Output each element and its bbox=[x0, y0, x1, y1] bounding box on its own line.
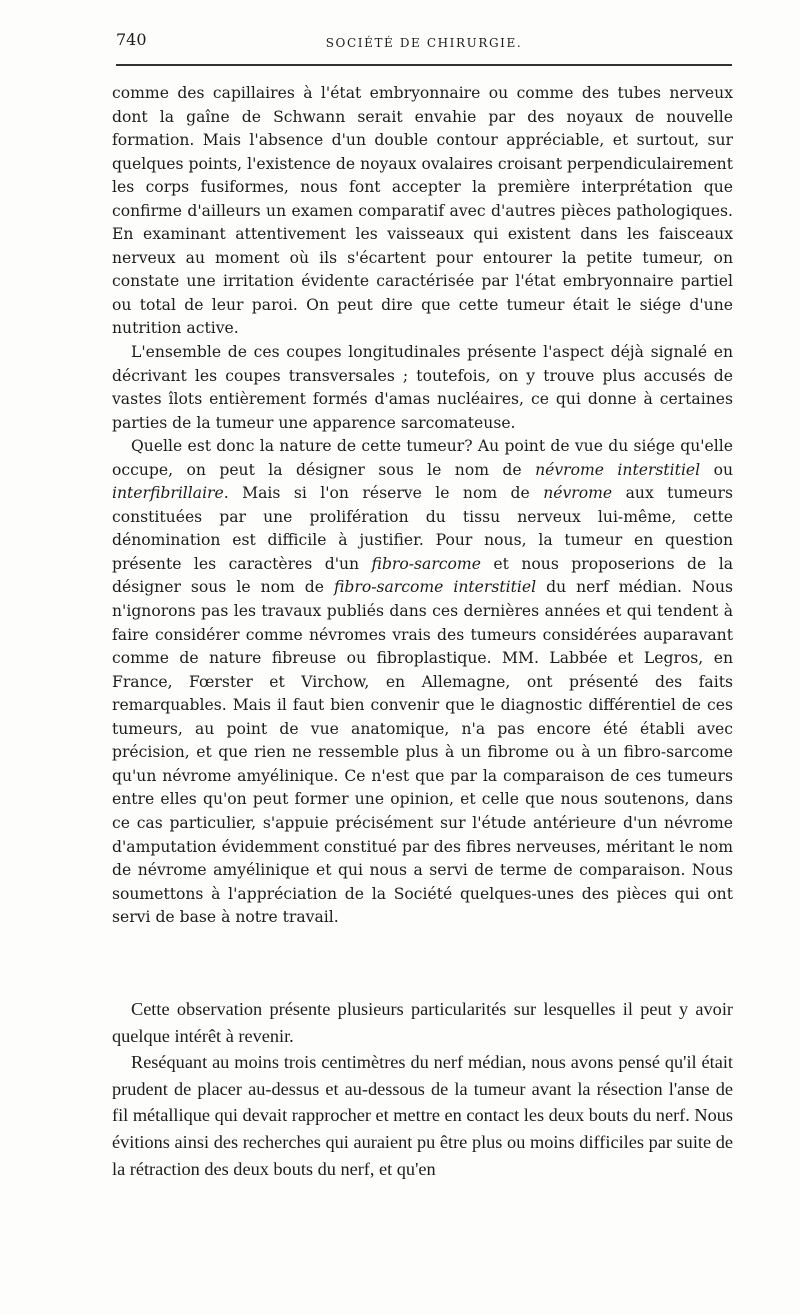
text-run: L'ensemble de ces coupes longitudinales présente l'aspect déjà signalé en décrivant les coupes transversales ; toutefois, on y trouve plus accusés de vastes îlots entièrement formés d'amas nucléaires, ce qui donne à certaines parties de la tumeur une apparence sarcomateuse. bbox=[112, 343, 733, 432]
paragraph bbox=[112, 82, 733, 341]
running-head: SOCIÉTÉ DE CHIRURGIE. bbox=[325, 36, 523, 50]
case-report-body bbox=[112, 82, 733, 930]
text-run: aux tumeurs constituées par une prolifération du tissu nerveux lui-même, cette dénomination est difficile à justifier. Pour nous, la tumeur en question présente les caractères d'un bbox=[112, 484, 734, 573]
text-run: ou bbox=[700, 460, 734, 479]
paragraph bbox=[112, 341, 733, 435]
italic-term: interfibrillaire bbox=[112, 484, 224, 503]
italic-term: fibro-sarcome bbox=[371, 554, 481, 573]
paragraph: Reséquant au moins trois centimètres du nerf médian, nous avons pensé qu'il était prudent de placer au-dessus et au-dessous de la tumeur avant la résection l'anse de fil métallique qui devait rapprocher et mettre en contact les deux bouts du nerf. Nous évitions ainsi des recherches qui auraient pu être plus ou moins difficiles par suite de la rétraction des deux bouts du nerf, et qu'en bbox=[112, 1052, 733, 1179]
paragraph: Cette observation présente plusieurs particularités sur lesquelles il peut y avoir quelque intérêt à revenir. bbox=[112, 999, 733, 1046]
italic-term: névrome bbox=[543, 484, 613, 503]
text-run: Quelle est donc la nature de cette tumeur? Au point de vue du siége qu'elle occupe, on peut la désigner sous le nom de bbox=[112, 437, 733, 479]
text-run: comme des capillaires à l'état embryonnaire ou comme des tubes nerveux dont la gaîne de Schwann serait envahie par des noyaux de nouvelle formation. Mais l'absence d'un double contour appréciable, et surtout, sur quelques points, l'existence de noyaux ovalaires croisant perpendiculairement les corps fusiformes, nous font accepter la première interprétation que confirme d'ailleurs un examen comparatif avec d'autres pièces pathologiques. En examinant attentivement les vaisseaux qui existent dans les faisceaux nerveux au moment où ils s'écartent pour entourer la petite tumeur, on constate une irritation évidente caractérisée par l'état embryonnaire partiel ou total de leur paroi. On peut dire que cette tumeur était le siége d'une nutrition active. bbox=[112, 84, 733, 338]
text-run: du nerf médian. Nous n'ignorons pas les travaux publiés dans ces dernières années et qui tendent à faire considérer comme névromes vrais des tumeurs considérées auparavant comme de nature fibreuse ou fibroplastique. MM. Labbée et Legros, en France, Fœrster et Virchow, en Allemagne, ont présenté des faits remarquables. Mais il faut bien convenir que le diagnostic différentiel de ces tumeurs, au point de vue anatomique, n'a pas encore été établi avec précision, et que rien ne ressemble plus à un fibrome ou à un fibro-sarcome qu'un névrome amyélinique. Ce n'est que par la comparaison de ces tumeurs entre elles qu'on peut former une opinion, et celle que nous soutenons, dans ce cas particulier, s'appuie précisément sur l'étude antérieure d'un névrome d'amputation évidemment constitué par des fibres nerveuses, méritant le nom de névrome amyélinique et qui nous a servi de terme de comparaison. Nous soumettons à l'appréciation de la Société quelques-unes des pièces qui ont servi de base à notre travail. bbox=[112, 578, 733, 927]
italic-term: fibro-sarcome interstitiel bbox=[334, 578, 537, 597]
paragraph bbox=[112, 435, 733, 929]
header-rule bbox=[116, 64, 732, 66]
commentary-body bbox=[112, 996, 733, 1182]
text-run: . Mais si l'on réserve le nom de bbox=[223, 484, 544, 503]
text-run: et nous proposerions de la désigner sous le nom de bbox=[112, 554, 733, 597]
page-number: 740 bbox=[116, 30, 147, 49]
page-header bbox=[116, 30, 732, 58]
italic-term: névrome interstitiel bbox=[535, 460, 701, 479]
